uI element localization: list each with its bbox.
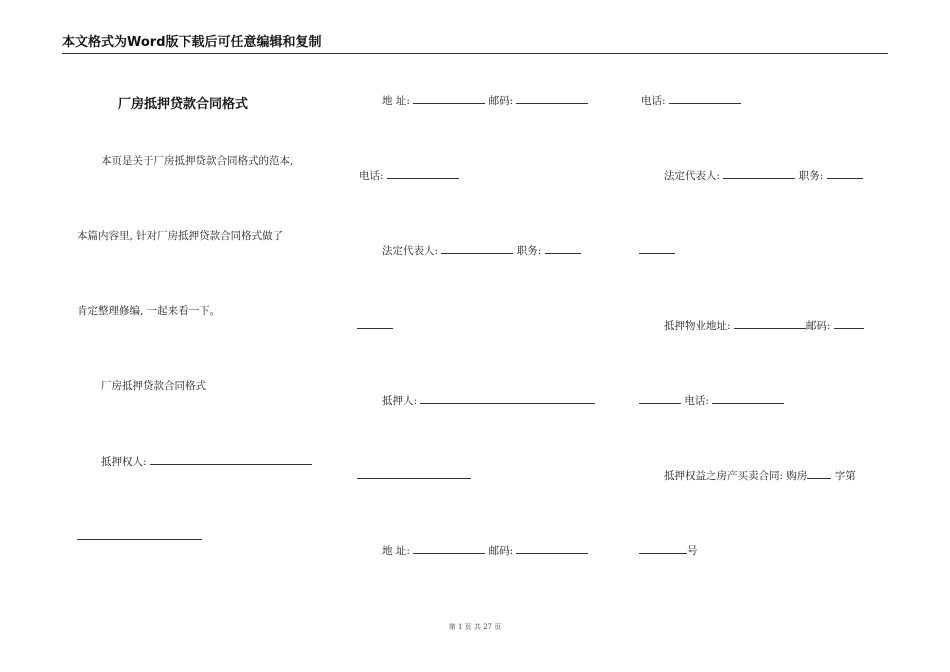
legal-rep-label: 法定代表人:: [382, 245, 439, 257]
mortgagor-label: 抵押人:: [382, 395, 418, 407]
mortgagee-legal-rep-line: [382, 243, 581, 258]
address-blank: [413, 93, 485, 104]
mortgagee-blank-cont: [77, 529, 202, 540]
mortgagee-continuation: [77, 529, 202, 544]
intro-paragraph-1: 本页是关于厂房抵押贷款合同格式的范本,: [101, 155, 294, 167]
property-address-blank: [734, 318, 806, 329]
legal-rep-blank: [441, 243, 513, 254]
col3-position-continuation: [639, 243, 675, 258]
col3-phone-blank: [669, 93, 741, 104]
col3-position-label: 职务:: [798, 170, 824, 182]
col3-phone2-line: [639, 393, 784, 408]
col3-postcode-label: 邮码:: [805, 320, 831, 332]
col3-position-blank: [827, 168, 863, 179]
postcode2-blank: [516, 543, 588, 554]
mortgagee-address-line: [382, 93, 588, 108]
mortgagor-continuation: [357, 468, 471, 483]
contract-reference-line: [664, 468, 856, 483]
position-blank: [545, 243, 581, 254]
mortgagor-blank-cont: [357, 468, 471, 479]
address-label: 地 址:: [382, 95, 410, 107]
col3-phone-line: [641, 93, 741, 108]
property-address-line: [664, 318, 864, 333]
col3-postcode-blank-cont: [639, 393, 681, 404]
mortgagee-label: 抵押权人:: [101, 456, 147, 468]
col3-phone-label: 电话:: [641, 95, 666, 107]
mortgagee-blank: [150, 454, 312, 465]
page-number: 第 1 页 共 27 页: [448, 623, 502, 631]
col3-position-blank-cont: [639, 243, 675, 254]
col3-legal-rep-line: [664, 168, 863, 183]
postcode-label: 邮码:: [488, 95, 514, 107]
page-footer: [0, 622, 950, 632]
contract-number-blank-cont: [639, 543, 687, 554]
document-title: 厂房抵押贷款合同格式: [118, 97, 249, 112]
intro-paragraph-3: 肯定整理修编, 一起来看一下。: [77, 305, 221, 317]
position-blank-cont: [357, 318, 393, 329]
col3-legal-rep-blank: [723, 168, 795, 179]
intro-paragraph-2: 本篇内容里, 针对厂房抵押贷款合同格式做了: [77, 230, 284, 242]
contract-number-line: [639, 543, 698, 558]
word-char: 字第: [834, 470, 856, 482]
postcode2-label: 邮码:: [488, 545, 514, 557]
property-address-label: 抵押物业地址:: [664, 320, 731, 332]
position-label: 职务:: [516, 245, 542, 257]
mortgagee-line: [101, 454, 312, 469]
col3-legal-rep-label: 法定代表人:: [664, 170, 721, 182]
number-char: 号: [687, 545, 698, 557]
contract-number-blank: [807, 468, 831, 479]
position-continuation: [357, 318, 393, 333]
address2-label: 地 址:: [382, 545, 410, 557]
phone-label: 电话:: [359, 170, 384, 182]
mortgagor-line: [382, 393, 595, 408]
col3-phone2-label: 电话:: [684, 395, 709, 407]
mortgagee-phone-line: [359, 168, 459, 183]
col3-phone2-blank: [712, 393, 784, 404]
phone-blank: [387, 168, 459, 179]
col3-postcode-blank: [834, 318, 864, 329]
mortgagor-address-line: [382, 543, 588, 558]
postcode-blank: [516, 93, 588, 104]
contract-subtitle: 厂房抵押贷款合同格式: [101, 380, 206, 392]
contract-text: 抵押权益之房产买卖合同: 购房: [664, 470, 808, 482]
address2-blank: [413, 543, 485, 554]
document-header: [62, 35, 888, 54]
header-title: 本文格式为Word版下载后可任意编辑和复制: [62, 35, 322, 50]
mortgagor-blank: [420, 393, 595, 404]
